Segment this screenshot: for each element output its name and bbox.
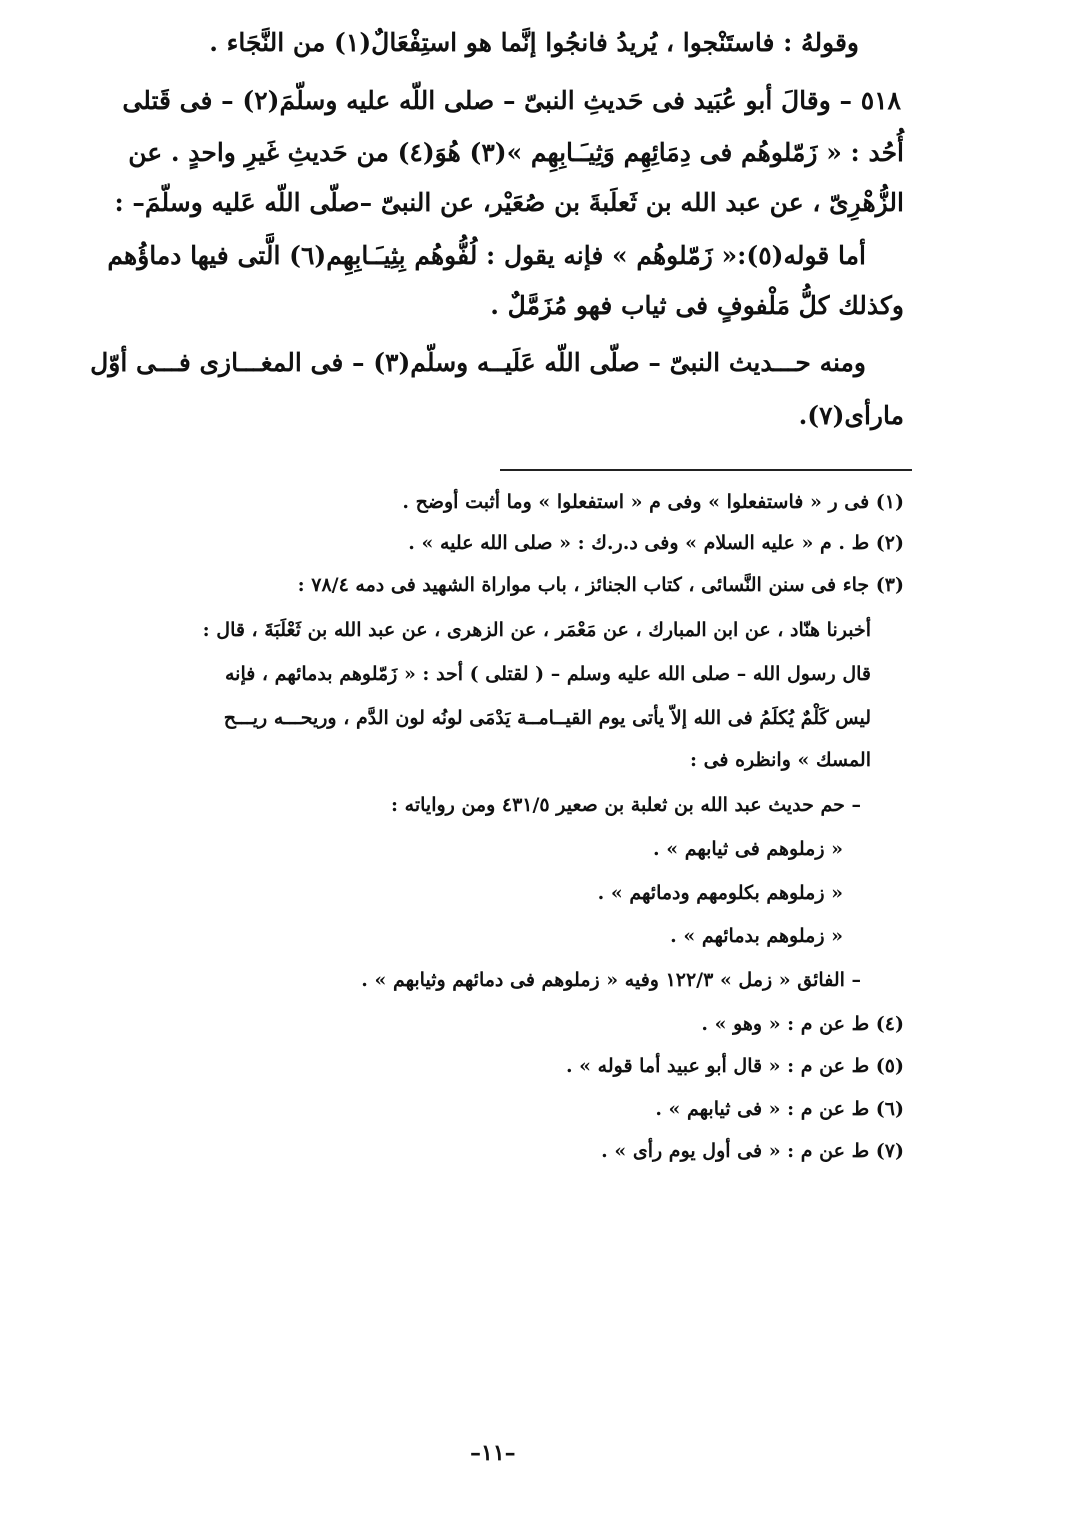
footnote-3-quote-3: « زملوهم بدمائهم » . bbox=[670, 925, 843, 947]
footnote-4: (٤) ط عن م : « وهو » . bbox=[701, 1013, 904, 1035]
page-number: –١١– bbox=[470, 1440, 516, 1466]
main-line-7: ومنه حـــديث النبىّ – صلّى اللّه عَلَيــه وسلّم(٣) – فى المغـــازى فـــى أوّل bbox=[90, 348, 866, 377]
footnote-3-line-5: المسك » وانظره فى : bbox=[689, 749, 871, 771]
footnote-3-line-3: قال رسول الله – صلى الله عليه وسلم – ( لقتلى ) أحد : « زَمّلوهم بدمائهم ، فإنه bbox=[224, 663, 871, 685]
footnote-3-quote-2: « زملوهم بكلومهم ودمائهم » . bbox=[597, 882, 843, 904]
main-line-2: ٥١٨ – وقالَ أبو عُبَيد فى حَديثِ النبىّ – صلى اللّه عليه وسلّمَ(٢) – فى قَتلى bbox=[122, 86, 901, 115]
footnote-3-ref-2: – الفائق « زمل » ١٢٢/٣ وفيه « زملوهم فى دمائهم وثيابهم » . bbox=[361, 969, 861, 991]
footnote-7: (٧) ط عن م : « فى أول يوم رأى » . bbox=[601, 1140, 904, 1162]
main-line-5: أما قوله(٥):« زَمّلوهُم » فإنه يقول : لُفُّوهُم بِثِيـَـابِهِم(٦) الَّتى فيها دماؤُهم bbox=[107, 241, 866, 270]
main-line-8: مارأى(٧). bbox=[798, 401, 904, 430]
footnote-5: (٥) ط عن م : « قال أبو عبيد أما قوله » . bbox=[565, 1055, 904, 1077]
footnote-3-line-4: ليس كَلْمٌ يُكلَمُ فى الله إلاّ يأتى يوم القيــامــة يَدْمَى لونُه لون الدَّم ، وريحـــه ريـــح bbox=[223, 707, 871, 729]
footnote-6: (٦) ط عن م : « فى ثيابهم » . bbox=[655, 1098, 904, 1120]
footnote-3-line-2: أخبرنا هنّاد ، عن ابن المبارك ، عن مَعْمَر ، عن الزهرى ، عن عبد الله بن ثَعْلَبَةَ ، قال : bbox=[202, 619, 871, 641]
footnote-2: (٢) ط . م « عليه السلام » وفى د.ر.ك : « صلى الله عليه » . bbox=[408, 532, 904, 554]
main-line-3: أُحُد : « زَمّلوهُم فى دِمَائِهِم وَثِيـَـابِهِم »(٣) هُوَ(٤) من حَديثِ غَيرِ واحدٍ . عن bbox=[128, 138, 904, 167]
main-line-6: وكذلك كلُّ مَلْفوفٍ فى ثياب فهو مُزَمَّلٌ . bbox=[490, 291, 904, 320]
main-line-1: وقولهُ : فاستَنْجوا ، يُريدُ فانجُوا إنَّما هو استِفْعَالٌ(١) من النَّجَاء . bbox=[209, 28, 859, 57]
main-line-4: الزُّهْرِىّ ، عن عبد الله بن ثَعلَبةَ بن صُعَيْر، عن النبىّ –صلّى اللّه عَليه وسلّمَ– : bbox=[114, 188, 904, 217]
footnote-3-ref-1: – حم حديث عبد الله بن ثعلبة بن صعير ٤٣١/٥ ومن رواياته : bbox=[391, 794, 861, 816]
footnote-3: (٣) جاء فى سنن النَّسائى ، كتاب الجنائز ، باب مواراة الشهيد فى دمه ٧٨/٤ : bbox=[297, 574, 904, 596]
footnote-separator bbox=[500, 469, 912, 471]
footnote-1: (١) فى ر « فاستفعلوا » وفى م « استفعلوا » وما أثبت أوضح . bbox=[402, 491, 904, 513]
footnote-3-quote-1: « زملوهم فى ثيابهم » . bbox=[653, 838, 843, 860]
